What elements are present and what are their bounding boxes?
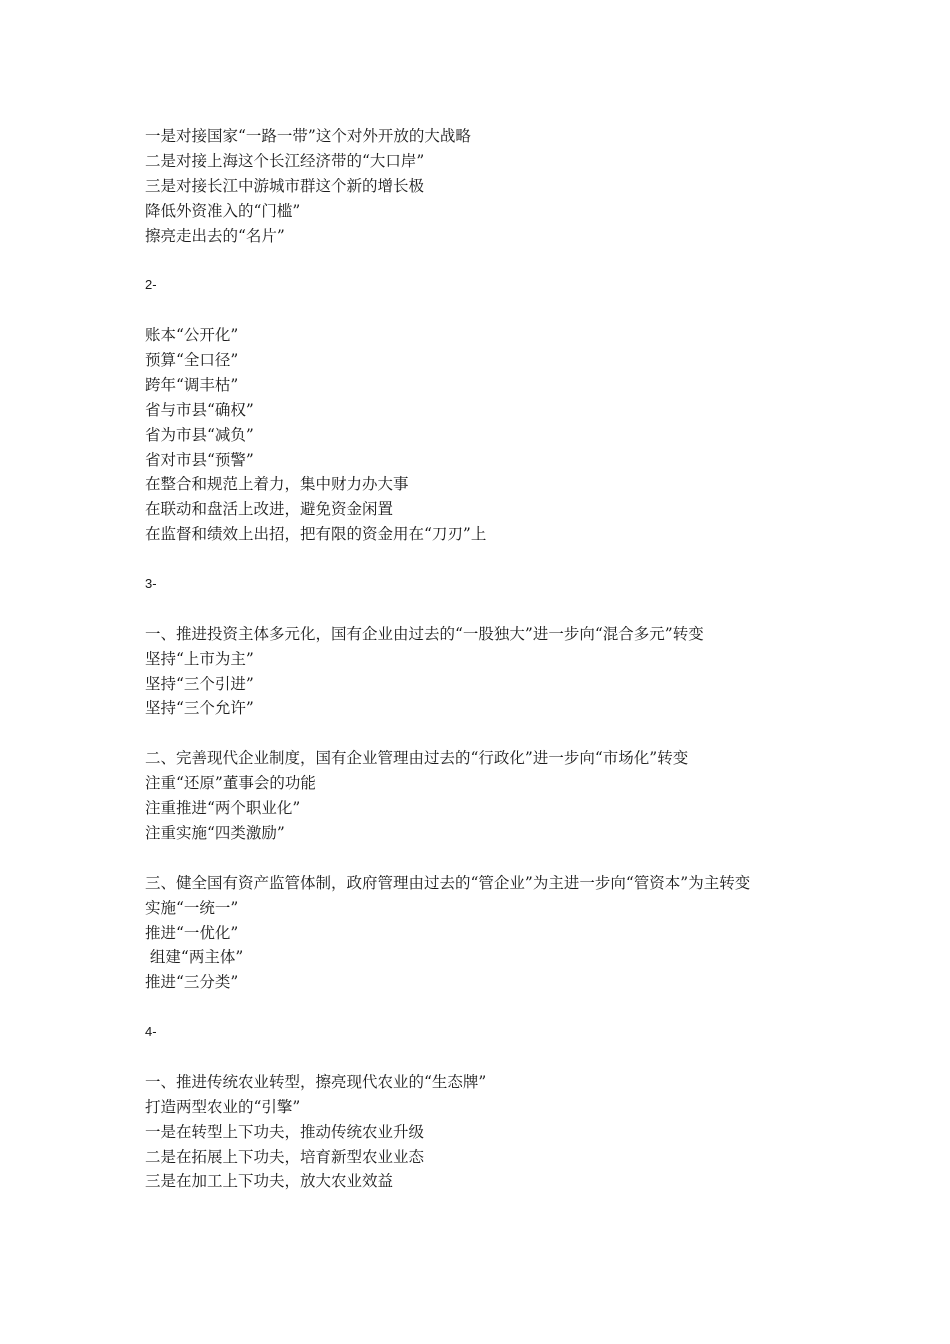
blank-line <box>145 846 825 871</box>
blank-line <box>145 597 825 622</box>
text-line: 二、完善现代企业制度，国有企业管理由过去的“行政化”进一步向“市场化”转变 <box>145 749 689 768</box>
text-line: 省与市县“确权” <box>145 400 254 419</box>
text-line: 在整合和规范上着力，集中财力办大事 <box>145 475 409 494</box>
text-line: 预算“全口径” <box>145 351 239 370</box>
text-line: 实施“一统一” <box>145 898 239 917</box>
text-line: 一、推进传统农业转型，擦亮现代农业的“生态牌” <box>145 1072 487 1091</box>
text-line: 三是对接长江中游城市群这个新的增长极 <box>145 176 425 195</box>
blank-line <box>145 298 825 323</box>
text-line: 坚持“三个引进” <box>145 674 254 693</box>
section-heading: 4- <box>145 1024 157 1040</box>
text-line: 一是对接国家“一路一带”这个对外开放的大战略 <box>145 127 471 145</box>
text-line: 在联动和盘活上改进，避免资金闲置 <box>145 500 394 519</box>
blank-line <box>145 995 825 1020</box>
text-line: 二是在拓展上下功夫，培育新型农业业态 <box>145 1147 425 1166</box>
text-line: 三是在加工上下功夫，放大农业效益 <box>145 1172 394 1191</box>
text-line: 注重“还原”董事会的功能 <box>145 774 316 793</box>
blank-line <box>145 721 825 746</box>
text-line: 账本“公开化” <box>145 326 239 345</box>
blank-line <box>145 248 825 273</box>
section-2 <box>145 273 825 547</box>
text-line: 注重推进“两个职业化” <box>145 799 301 818</box>
blank-line <box>145 1045 825 1070</box>
text-line: 推进“三分类” <box>145 973 239 992</box>
text-line: 二是对接上海这个长江经济带的“大口岸” <box>145 151 425 170</box>
section-heading: 3- <box>145 576 157 592</box>
text-line: 打造两型农业的“引擎” <box>145 1097 301 1116</box>
section-3 <box>145 572 825 995</box>
text-line: 省为市县“减负” <box>145 425 254 444</box>
document-page <box>145 124 825 1194</box>
text-line: 坚持“三个允许” <box>145 699 254 718</box>
section-heading: 2- <box>145 277 157 293</box>
text-line: 一、推进投资主体多元化，国有企业由过去的“一股独大”进一步向“混合多元”转变 <box>145 624 704 643</box>
text-line: 注重实施“四类激励” <box>145 823 285 842</box>
text-line: 坚持“上市为主” <box>145 649 254 668</box>
text-line: 一是在转型上下功夫，推动传统农业升级 <box>145 1122 425 1141</box>
text-line: 省对市县“预警” <box>145 450 254 469</box>
text-line: 三、健全国有资产监管体制，政府管理由过去的“管企业”为主进一步向“管资本”为主转变 <box>145 873 751 892</box>
text-line: 跨年“调丰枯” <box>145 375 239 394</box>
text-line: 在监督和绩效上出招，把有限的资金用在“刀刃”上 <box>145 525 487 544</box>
text-line: 擦亮走出去的“名片” <box>145 226 285 245</box>
section-1 <box>145 124 825 248</box>
text-line: 组建“两主体” <box>145 948 244 967</box>
section-4 <box>145 1020 825 1194</box>
blank-line <box>145 547 825 572</box>
text-line: 降低外资准入的“门槛” <box>145 201 301 220</box>
text-line: 推进“一优化” <box>145 923 239 942</box>
